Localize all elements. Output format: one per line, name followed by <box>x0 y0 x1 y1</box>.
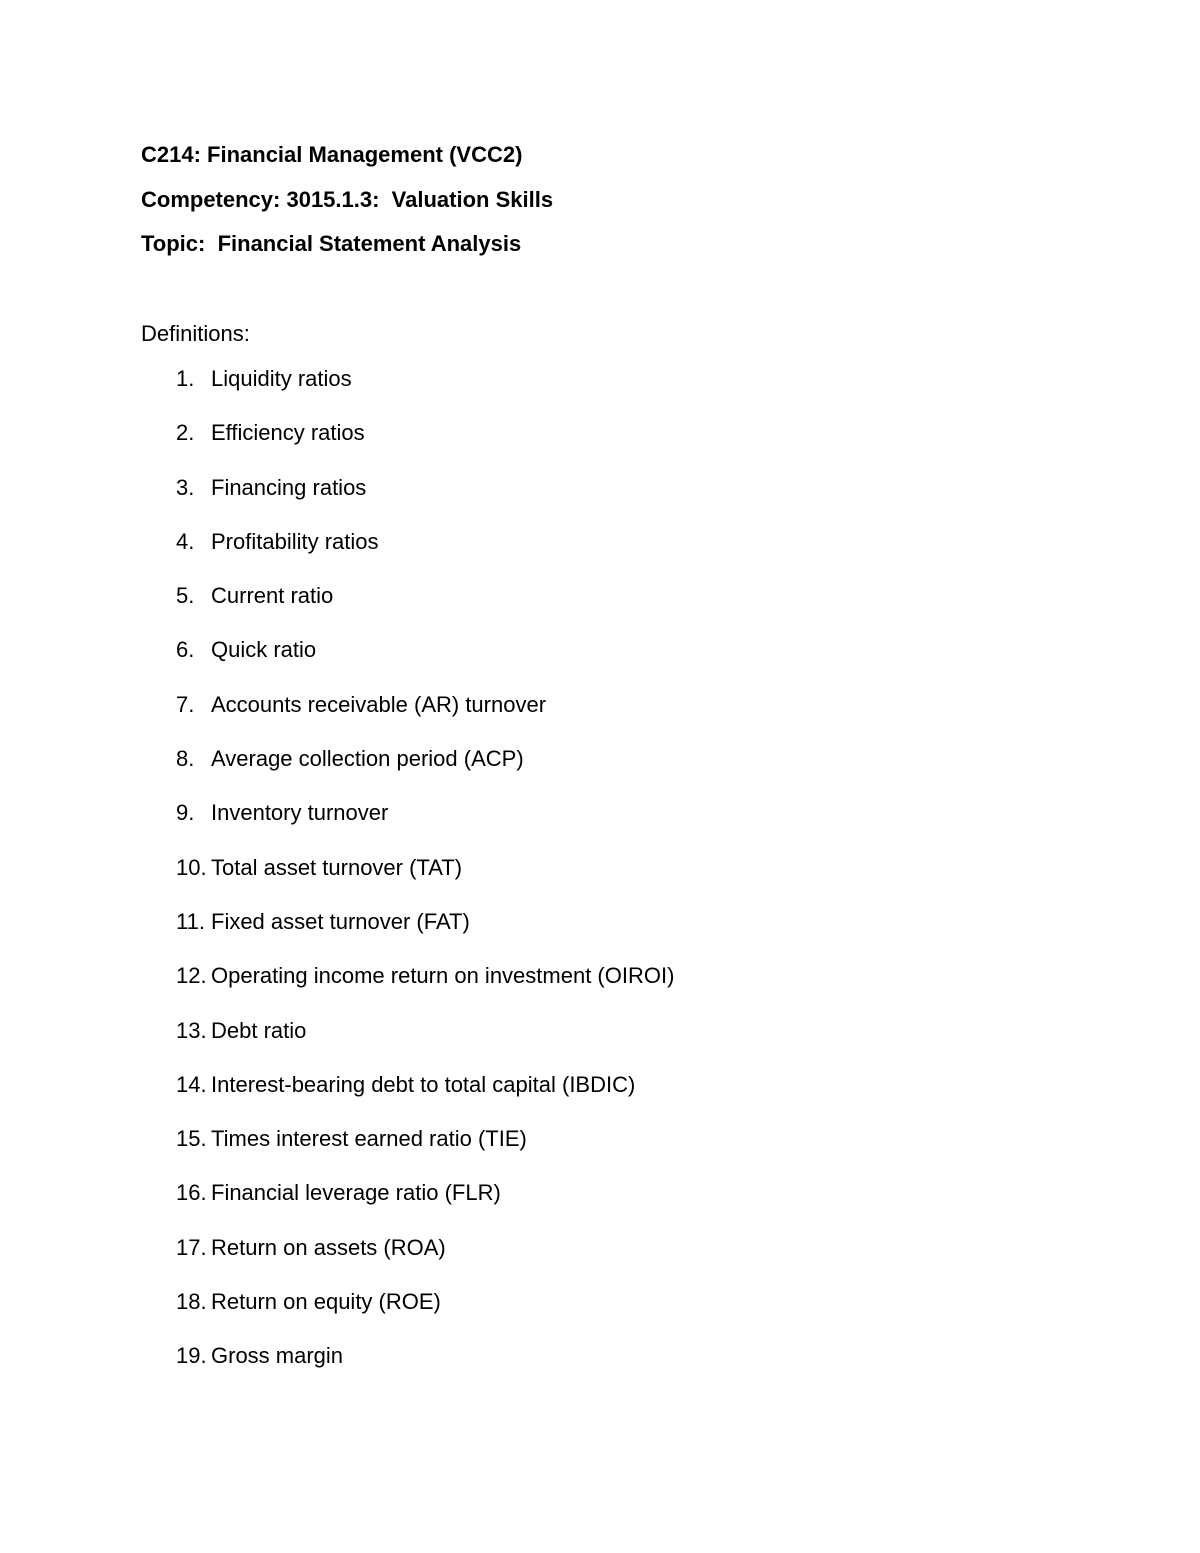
course-title: C214: Financial Management (VCC2) <box>141 142 523 167</box>
definition-text: Debt ratio <box>211 1017 307 1043</box>
definition-number: 5. <box>176 583 195 609</box>
definition-text: Quick ratio <box>211 637 317 663</box>
definition-number: 11. <box>176 908 205 934</box>
definition-number: 3. <box>176 474 195 500</box>
definition-text: Gross margin <box>211 1343 344 1369</box>
definition-text: Average collection period (ACP) <box>211 746 524 772</box>
definition-number: 1. <box>176 366 195 391</box>
definition-text: Times interest earned ratio (TIE) <box>211 1126 527 1152</box>
definition-number: 16. <box>176 1180 207 1206</box>
definition-text: Financing ratios <box>211 474 367 500</box>
definition-number: 17. <box>176 1234 207 1260</box>
definition-number: 10. <box>176 854 207 880</box>
competency-line: Competency: 3015.1.3: Valuation Skills <box>141 187 554 212</box>
definition-number: 15. <box>176 1126 207 1152</box>
definition-text: Current ratio <box>211 583 334 609</box>
definition-text: Operating income return on investment (OIROI) <box>211 963 675 989</box>
definition-text: Profitability ratios <box>211 528 379 554</box>
definition-text: Return on assets (ROA) <box>211 1234 446 1260</box>
definition-text: Fixed asset turnover (FAT) <box>211 908 470 934</box>
definition-text: Inventory turnover <box>211 800 389 826</box>
definition-number: 4. <box>176 528 195 554</box>
topic-line: Topic: Financial Statement Analysis <box>141 231 522 256</box>
definition-text: Financial leverage ratio (FLR) <box>211 1180 501 1206</box>
definition-number: 8. <box>176 746 195 772</box>
definition-number: 12. <box>176 963 207 989</box>
definition-number: 9. <box>176 800 195 826</box>
definition-number: 14. <box>176 1071 207 1097</box>
definition-text: Efficiency ratios <box>211 420 365 446</box>
definitions-label: Definitions: <box>141 321 250 346</box>
definition-text: Liquidity ratios <box>211 366 352 391</box>
definition-text: Interest-bearing debt to total capital (IBDIC) <box>211 1071 636 1097</box>
definition-number: 6. <box>176 637 195 663</box>
definition-number: 2. <box>176 420 195 446</box>
definition-number: 13. <box>176 1017 207 1043</box>
definition-text: Return on equity (ROE) <box>211 1289 441 1315</box>
definition-number: 7. <box>176 691 195 717</box>
definition-number: 19. <box>176 1343 207 1369</box>
definition-number: 18. <box>176 1289 207 1315</box>
definition-text: Accounts receivable (AR) turnover <box>211 691 547 717</box>
definition-text: Total asset turnover (TAT) <box>211 854 463 880</box>
